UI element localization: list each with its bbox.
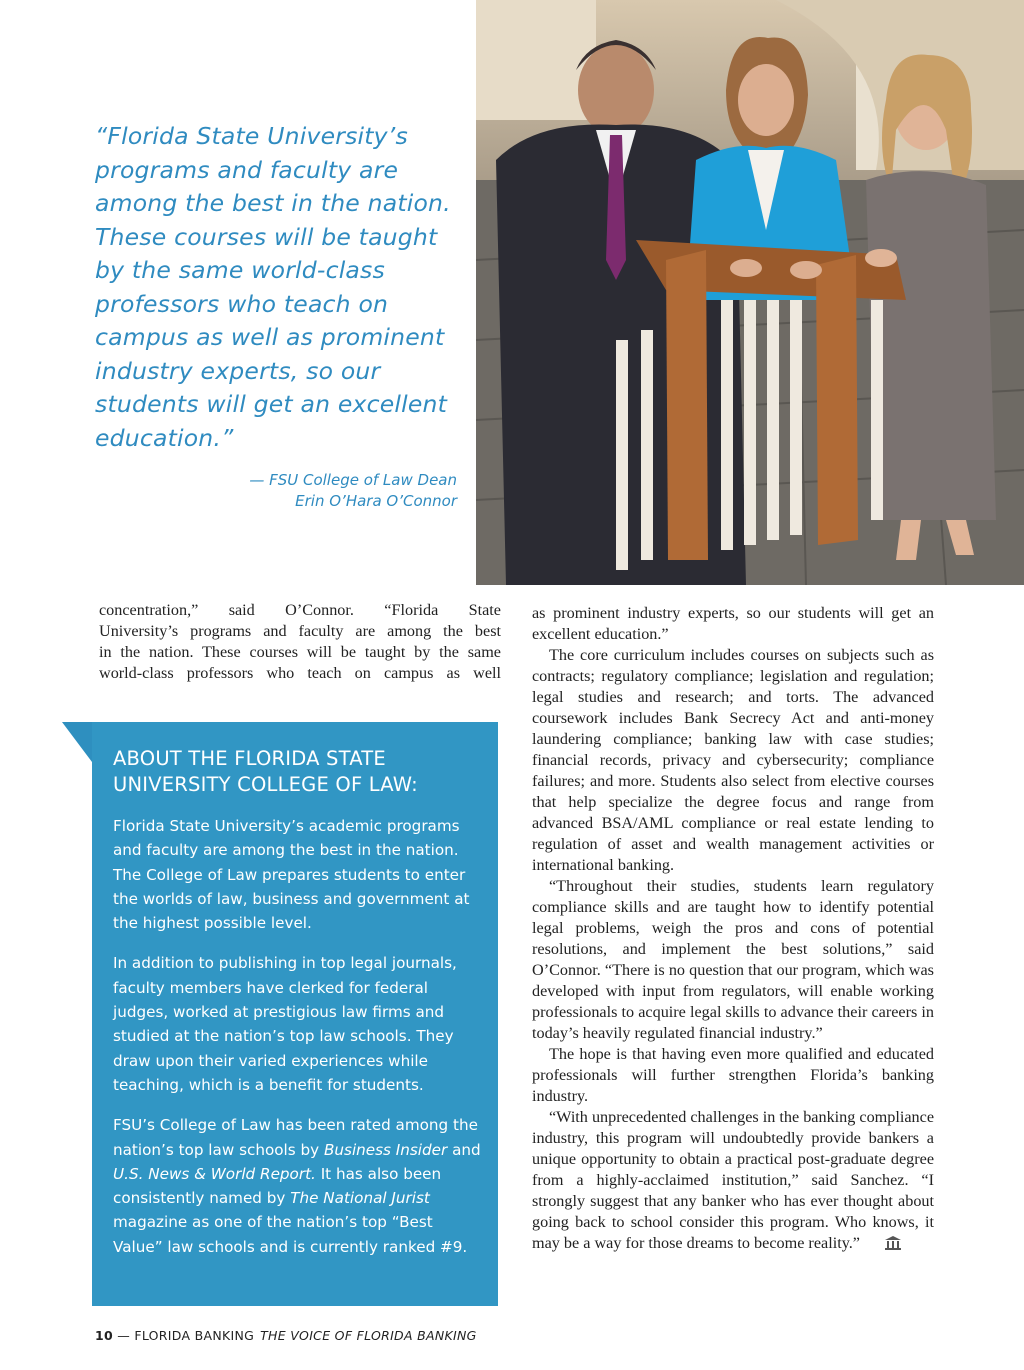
pull-quote-line: programs and faculty are: [95, 155, 399, 184]
sidebar-paragraph: [113, 1113, 483, 1259]
sidebar-about-college-of-law: [92, 722, 498, 1306]
body-text: “With unprecedented challenges in the banking compliance industry, this program will undoubtedly provide bankers a unique opportunity to obtain a practical post-graduate degree from a highly-acclaimed institution,” said Sanchez. “I strongly suggest that any banker who has ever thought about going back to school consider this program. Who knows, it may be a way for those dreams to become reality.”: [532, 1108, 934, 1252]
page-number: 10: [95, 1328, 113, 1343]
sidebar-text: magazine as one of the nation’s top “Best Value” law schools and is currently ranked #9.: [113, 1213, 468, 1256]
pull-quote-line: “Florida State University’s: [95, 122, 408, 150]
sidebar-body: [113, 814, 483, 1275]
pull-quote-line: professors who teach on: [95, 289, 389, 318]
pull-quote-line: by the same world-class: [95, 256, 385, 284]
body-paragraph: [532, 1107, 934, 1256]
pull-quote-line: students will get an excellent: [95, 390, 448, 418]
attribution-name: Erin O’Hara O’Connor: [295, 492, 457, 510]
pull-quote-line: industry experts, so our: [95, 356, 381, 385]
right-body-column: [532, 603, 934, 1256]
pull-quote-line: among the best in the nation.: [95, 189, 451, 217]
pull-quote: [95, 120, 465, 455]
pull-quote-line: campus as well as prominent: [95, 323, 445, 351]
sidebar-text: FSU’s College of Law has been rated among the nation’s top law schools by: [113, 1116, 478, 1159]
sidebar-paragraph: Florida State University’s academic programs and faculty are among the best in the nation. The College of Law prepares students to enter the worlds of law, business and government at the highest possible level.: [113, 817, 470, 933]
photo-three-people-staircase: [476, 0, 1024, 585]
sidebar-text: and: [447, 1140, 481, 1159]
body-paragraph: The core curriculum includes courses on subjects such as contracts; regulatory compliance; legislation and regulation; legal studies and research; and torts. The advanced coursework includes Bank Secrecy Act and anti-money laundering compliance; banking law with case studies; financial records, privacy and cybersecurity; compliance failures; and more. Students also select from elective courses that help specialize the degree focus and range from advanced BSA/AML compliance or real estate lending to regulation of asset and wealth management activities or international banking.: [532, 646, 934, 874]
attribution-title: — FSU College of Law Dean: [249, 471, 457, 489]
body-paragraph: “Throughout their studies, students learn regulatory compliance skills and are taught how to identify potential legal problems, weigh the pros and cons of potential resolutions, and implement the best solutions,” said O’Connor. “There is no question that our program, which was developed with input from regulators, will enable working professionals to acquire legal skills to advance their careers in today’s heavily regulated financial industry.”: [532, 877, 934, 1042]
body-line: concentration,” said O’Connor. “Florida State: [99, 601, 501, 619]
body-line: in the nation. These courses will be taught by the same: [99, 643, 501, 661]
sidebar-heading-line: UNIVERSITY COLLEGE OF LAW:: [113, 773, 418, 796]
pull-quote-line: education.”: [95, 423, 234, 452]
sidebar-text: It has also been consistently named by: [113, 1164, 442, 1208]
body-paragraph: as prominent industry experts, so our students will get an excellent education.”: [532, 604, 934, 643]
publication-name: Business Insider: [323, 1140, 448, 1159]
sidebar-corner-tab: [62, 722, 92, 762]
page-footer: [95, 1328, 477, 1343]
sidebar-paragraph: In addition to publishing in top legal journals, faculty members have clerked for federal judges, worked at prestigious law firms and studied at the nation’s top law schools. They draw upon their varied experiences while teaching, which is a benefit for students.: [113, 954, 457, 1094]
sidebar-heading: [113, 746, 418, 798]
publication-name: The National Jurist: [290, 1189, 430, 1208]
body-paragraph: The hope is that having even more qualified and educated professionals will further strengthen Florida’s banking industry.: [532, 1045, 934, 1105]
pull-quote-attribution: [200, 470, 457, 512]
pull-quote-line: These courses will be taught: [95, 222, 438, 251]
publication-name: U.S. News & World Report.: [113, 1164, 316, 1183]
body-line: University’s programs and faculty are among the best: [99, 622, 501, 640]
bank-building-icon: [868, 1235, 901, 1256]
publication-tagline: THE VOICE OF FLORIDA BANKING: [260, 1328, 477, 1343]
left-body-column: [99, 600, 501, 684]
body-line: world-class professors who teach on campus as well: [99, 664, 501, 682]
sidebar-heading-line: ABOUT THE FLORIDA STATE: [113, 747, 386, 770]
publication-title: — FLORIDA BANKING: [113, 1328, 255, 1343]
